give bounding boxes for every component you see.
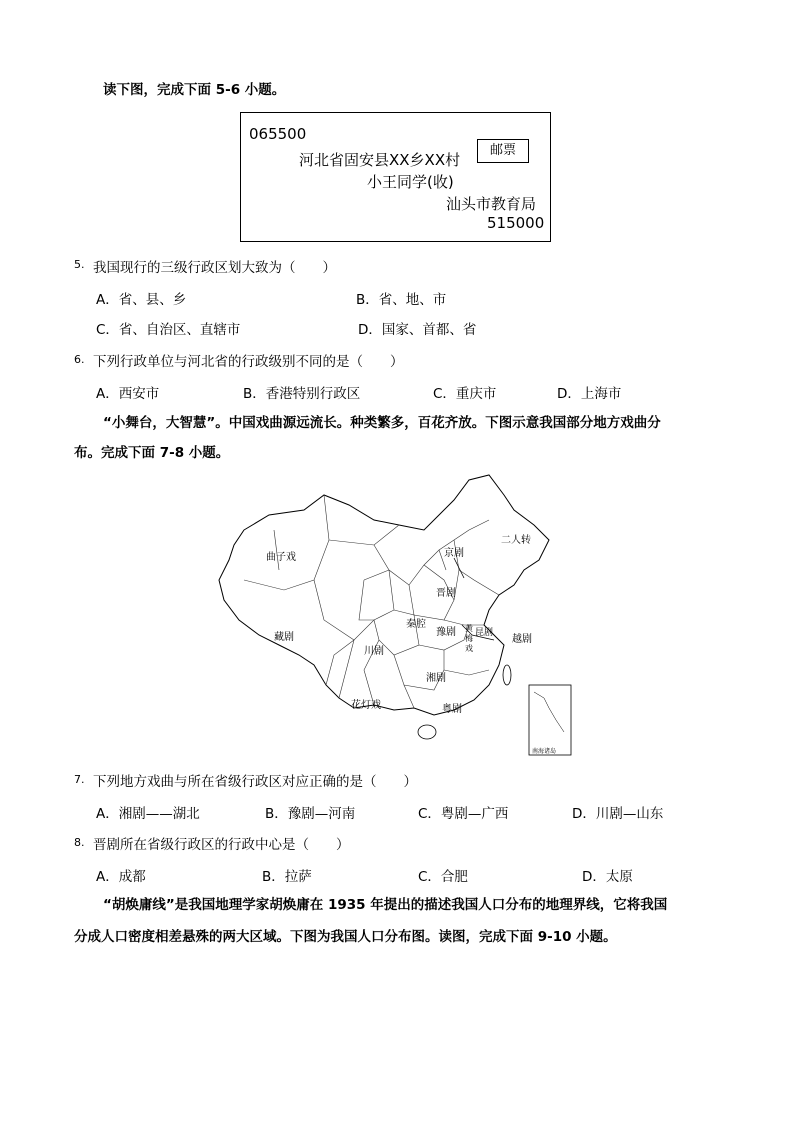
label-xiangju: 湘剧 (426, 673, 446, 684)
envelope-postcode-from: 515000 (487, 214, 545, 232)
q6-option-d: D．上海市 (557, 386, 622, 402)
label-jinju: 晋剧 (436, 588, 456, 599)
label-jingju: 京剧 (444, 548, 464, 559)
intro-5-6: 读下图，完成下面 5-6 小题。 (103, 82, 286, 98)
label-yuju: 豫剧 (436, 627, 456, 638)
label-inset: 南海诸岛 (532, 748, 557, 755)
label-chuanju: 川剧 (364, 646, 384, 657)
q5-option-a: A．省、县、乡 (96, 292, 187, 308)
label-zangju: 藏剧 (274, 632, 294, 643)
intro-9-10-line2: 分成人口密度相差悬殊的两大区域。下图为我国人口分布图。读图，完成下面 9-10 小题。 (74, 929, 617, 945)
q6-number: 6. (74, 353, 85, 366)
envelope-figure (240, 112, 551, 242)
q7-option-c: C．粤剧—广西 (418, 806, 509, 822)
intro-7-8-line1: “小舞台，大智慧”。中国戏曲源远流长。种类繁多，百花齐放。下图示意我国部分地方戏曲分 (103, 415, 661, 431)
label-yueju-zhejiang: 越剧 (512, 634, 532, 645)
q8-option-a: A．成都 (96, 869, 146, 885)
q7-option-b: B．豫剧—河南 (265, 806, 356, 822)
label-xi: 戏 (465, 644, 473, 653)
envelope-sender: 汕头市教育局 (446, 195, 537, 213)
q5-option-b: B．省、地、市 (356, 292, 447, 308)
intro-9-10-line1: “胡焕庸线”是我国地理学家胡焕庸在 1935 年提出的描述我国人口分布的地理界线，它将我国 (103, 897, 668, 913)
label-huang: 黄 (465, 624, 473, 633)
label-mei: 梅 (465, 634, 473, 643)
envelope-address: 河北省固安县XX乡XX村 (299, 151, 461, 169)
label-kunju: 昆剧 (475, 628, 494, 638)
q8-option-d: D．太原 (582, 869, 633, 885)
q6-option-b: B．香港特别行政区 (243, 386, 361, 402)
hainan-island (418, 725, 436, 739)
q6-option-c: C．重庆市 (433, 386, 497, 402)
envelope-recipient: 小王同学(收) (367, 173, 454, 191)
label-errenzhuan: 二人转 (501, 535, 531, 546)
q5-option-c: C．省、自治区、直辖市 (96, 322, 241, 338)
label-quzixi: 曲子戏 (266, 552, 296, 563)
q6-stem: 下列行政单位与河北省的行政级别不同的是（ ） (93, 354, 404, 370)
q5-option-d: D．国家、首都、省 (358, 322, 477, 338)
q7-option-d: D．川剧—山东 (572, 806, 664, 822)
intro-7-8-line2: 布。完成下面 7-8 小题。 (74, 445, 230, 461)
envelope-stamp: 邮票 (477, 139, 529, 163)
q7-number: 7. (74, 773, 85, 786)
q6-option-a: A．西安市 (96, 386, 160, 402)
q5-stem: 我国现行的三级行政区划大致为（ ） (93, 260, 336, 276)
q7-stem: 下列地方戏曲与所在省级行政区对应正确的是（ ） (93, 774, 417, 790)
taiwan-island (503, 665, 511, 685)
q5-number: 5. (74, 258, 85, 271)
q8-option-b: B．拉萨 (262, 869, 312, 885)
q8-number: 8. (74, 836, 85, 849)
china-opera-map (214, 470, 574, 760)
label-yueju-guangdong: 粤剧 (442, 704, 462, 715)
q8-option-c: C．合肥 (418, 869, 468, 885)
q7-option-a: A．湘剧——湖北 (96, 806, 200, 822)
south-china-sea-inset (529, 685, 571, 755)
label-qinqiang: 秦腔 (406, 619, 426, 630)
label-huadengxi: 花灯戏 (351, 700, 381, 711)
envelope-postcode-to: 065500 (249, 125, 307, 143)
q8-stem: 晋剧所在省级行政区的行政中心是（ ） (93, 837, 350, 853)
province-borders (244, 495, 499, 708)
china-outline (219, 475, 549, 715)
